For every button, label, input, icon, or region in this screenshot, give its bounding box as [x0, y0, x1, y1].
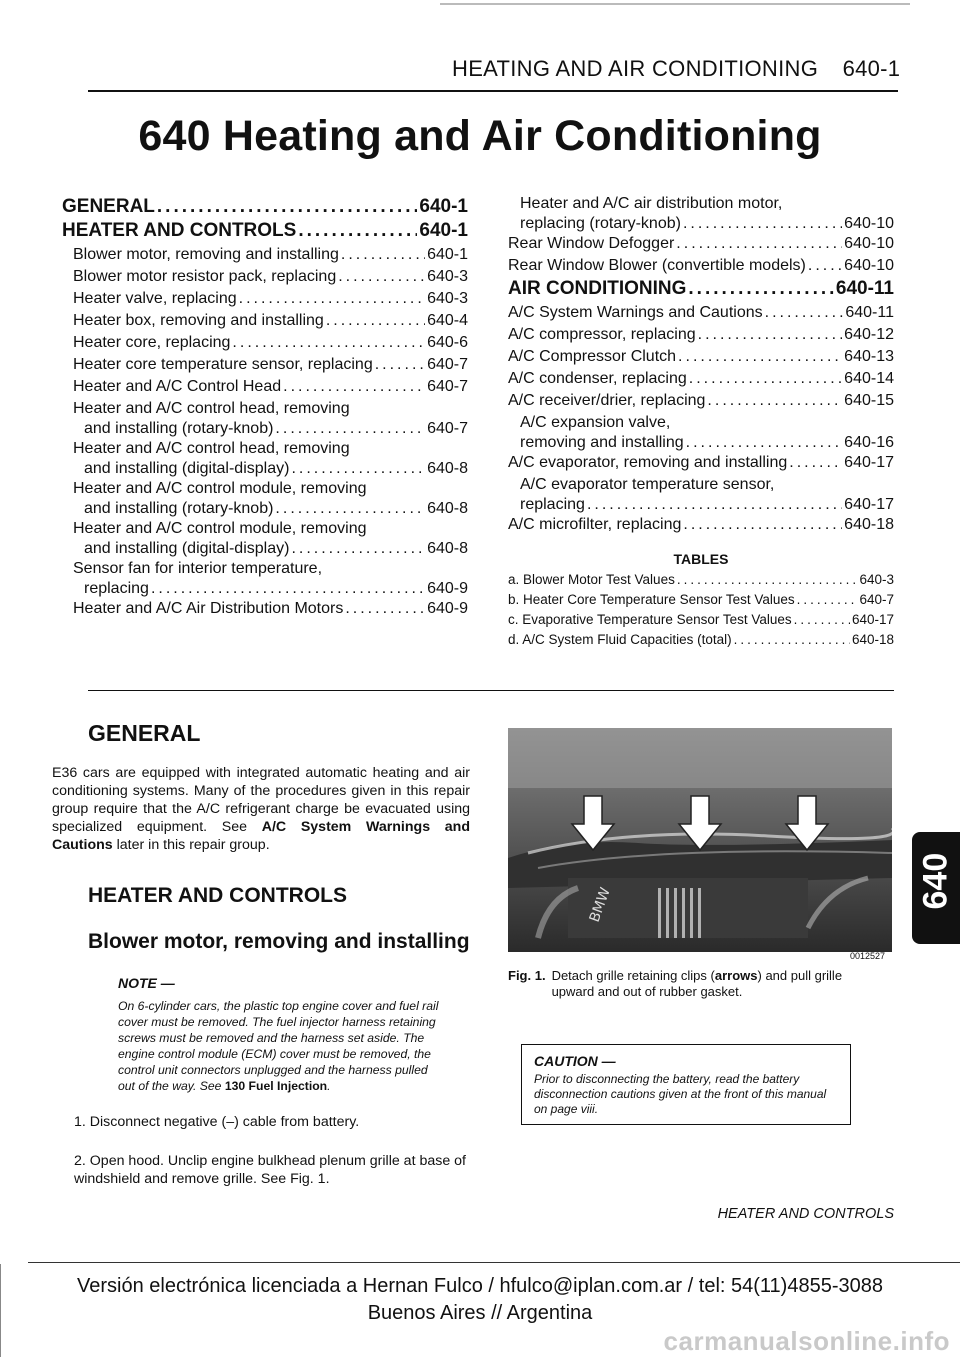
toc-leader-dots — [239, 289, 425, 309]
general-text-part: later in this repair group. — [112, 837, 270, 853]
figure-caption-text — [552, 968, 882, 1000]
toc-entry-label: replacing — [84, 580, 149, 597]
toc-leader-dots — [678, 347, 842, 367]
note-text-part: . — [327, 1079, 331, 1093]
caution-box — [521, 1044, 851, 1125]
toc-leader-dots — [676, 234, 842, 254]
note-text — [118, 998, 440, 1094]
toc-entry-label: Heater box, removing and installing — [73, 312, 324, 329]
footer-rule — [28, 1262, 960, 1263]
toc-entry[interactable] — [508, 194, 894, 214]
toc-leader-dots — [275, 499, 425, 519]
toc-entry-page: 640-17 — [844, 454, 894, 471]
toc-leader-dots — [688, 279, 833, 299]
toc-entry[interactable] — [62, 399, 468, 419]
toc-entry-label: d. A/C System Fluid Capacities (total) — [508, 632, 732, 647]
toc-leader-dots — [275, 419, 425, 439]
toc-entry-page: 640-8 — [427, 460, 468, 477]
toc-entry-label: replacing — [520, 496, 585, 513]
toc-leader-dots — [683, 214, 842, 234]
toc-right-entries — [508, 194, 894, 535]
toc-entry-page: 640-3 — [427, 268, 468, 285]
toc-entry-label: Blower motor, removing and installing — [73, 246, 339, 263]
figure-engine-bay-photo — [508, 728, 892, 952]
toc-entry[interactable] — [508, 391, 894, 411]
toc-entry-page: 640-7 — [427, 356, 468, 373]
toc-leader-dots — [686, 433, 843, 453]
toc-entry-label: and installing (rotary-knob) — [84, 500, 274, 517]
toc-entry[interactable] — [62, 221, 468, 241]
toc-entry-label: A/C evaporator temperature sensor, — [520, 476, 775, 493]
toc-leader-dots — [341, 245, 425, 265]
toc-entry-label: Heater and A/C control module, removing — [73, 520, 367, 537]
toc-leader-dots — [283, 377, 425, 397]
toc-entry-page: 640-7 — [859, 592, 894, 607]
toc-leader-dots — [765, 303, 844, 323]
toc-entry-label: Sensor fan for interior temperature, — [73, 560, 323, 577]
toc-leader-dots — [789, 453, 842, 473]
toc-entry-page: 640-14 — [844, 370, 894, 387]
toc-entry-label: Heater and A/C control head, removing — [73, 400, 350, 417]
toc-entry-page: 640-10 — [844, 257, 894, 274]
toc-entry-label: c. Evaporative Temperature Sensor Test Values — [508, 612, 792, 627]
watermark: carmanualsonline.info — [663, 1326, 950, 1356]
toc-entry[interactable] — [508, 369, 894, 389]
toc-leader-dots — [298, 221, 417, 241]
toc-leader-dots — [338, 267, 425, 287]
toc-entry[interactable] — [508, 453, 894, 473]
toc-entry[interactable] — [62, 197, 468, 217]
toc-leader-dots — [683, 515, 842, 535]
toc-entry[interactable] — [508, 571, 894, 589]
toc-entry[interactable] — [62, 459, 468, 479]
general-text-part: E36 cars are equipped with integrated automatic heating and air conditioning systems. Many of the procedures given in this repair group require that the A/C refrigerant charge be evacuated using specialized equipment. See — [52, 765, 470, 835]
toc-entry-page: 640-10 — [844, 235, 894, 252]
figure-id: 0012527 — [850, 951, 886, 961]
warnings-reference[interactable]: A/C System Warnings and Cautions — [52, 819, 470, 853]
toc-entry-label: GENERAL — [62, 196, 155, 217]
toc-entry[interactable] — [508, 631, 894, 649]
toc-entry-label: removing and installing — [520, 434, 684, 451]
toc-entry-label: A/C expansion valve, — [520, 414, 671, 431]
toc-entry-label: HEATER AND CONTROLS — [62, 220, 297, 241]
toc-entry[interactable] — [62, 519, 468, 539]
toc-entry[interactable] — [508, 591, 894, 609]
step-1: 1. Disconnect negative (–) cable from battery. — [74, 1114, 360, 1130]
toc-entry-label: Heater and A/C Control Head — [73, 378, 282, 395]
toc-entry[interactable] — [62, 599, 468, 619]
toc-leader-dots — [345, 599, 425, 619]
toc-entry[interactable] — [62, 245, 468, 265]
toc-entry[interactable] — [62, 479, 468, 499]
toc-entry[interactable] — [62, 579, 468, 599]
toc-entry-label: Rear Window Defogger — [508, 235, 675, 252]
toc-entry-label: Rear Window Blower (convertible models) — [508, 257, 806, 274]
tables-heading: TABLES — [673, 551, 729, 567]
toc-leader-dots — [375, 355, 425, 375]
toc-entry-page: 640-3 — [427, 290, 468, 307]
toc-leader-dots — [291, 539, 425, 559]
toc-entry[interactable] — [508, 234, 894, 254]
toc-entry[interactable] — [508, 515, 894, 535]
caution-text: Prior to disconnecting the battery, read the battery disconnection cautions given at the front of this manual on page viii. — [534, 1072, 827, 1116]
toc-entry-label: and installing (digital-display) — [84, 460, 290, 477]
caption-part: Detach grille retaining clips ( — [551, 968, 715, 983]
toc-leader-dots — [698, 325, 843, 345]
toc-entry-label: A/C receiver/drier, replacing — [508, 392, 706, 409]
general-paragraph — [52, 764, 470, 854]
toc-entry-page: 640-8 — [427, 500, 468, 517]
toc-entry[interactable] — [62, 539, 468, 559]
toc-entry-page: 640-17 — [844, 496, 894, 513]
toc-entry[interactable] — [62, 419, 468, 439]
toc-entry-label: A/C condenser, replacing — [508, 370, 687, 387]
license-line-2: Buenos Aires // Argentina — [367, 1302, 593, 1324]
toc-right-column — [508, 194, 894, 651]
toc-entry-label: Heater core temperature sensor, replacing — [73, 356, 373, 373]
toc-entry-page: 640-11 — [835, 278, 894, 299]
toc-entry-page: 640-7 — [427, 378, 468, 395]
general-heading: GENERAL — [88, 720, 201, 746]
toc-leader-dots — [808, 256, 842, 276]
toc-entry-label: b. Heater Core Temperature Sensor Test Values — [508, 592, 795, 607]
tab-marker-label: 640 — [916, 852, 955, 910]
toc-entry-page: 640-7 — [427, 420, 468, 437]
step-2: 2. Open hood. Unclip engine bulkhead plenum grille at base of windshield and remove grille. See Fig. 1. — [74, 1153, 466, 1187]
toc-entry-label: Heater valve, replacing — [73, 290, 237, 307]
toc-leader-dots — [232, 333, 425, 353]
toc-entry-page: 640-1 — [427, 246, 468, 263]
toc-entry-page: 640-9 — [427, 600, 468, 617]
toc-entry[interactable] — [508, 433, 894, 453]
toc-entry-page: 640-1 — [419, 220, 468, 241]
toc-entry[interactable] — [62, 377, 468, 397]
toc-leader-dots — [157, 197, 417, 217]
toc-entry[interactable] — [508, 611, 894, 629]
caption-bold: arrows — [714, 968, 758, 983]
note-text-part: On 6-cylinder cars, the plastic top engine cover and fuel rail cover must be removed. The fuel injector harness retaining screws must be removed and the harness set aside. The engine control module (ECM) cover must be removed, the control unit connectors unplugged and the harness pulled out of the way. See — [118, 999, 439, 1093]
toc-entry[interactable] — [508, 495, 894, 515]
toc-entry-label: Blower motor resistor pack, replacing — [73, 268, 337, 285]
toc-entry-page: 640-3 — [859, 572, 894, 587]
toc-entry-label: A/C evaporator, removing and installing — [508, 454, 788, 471]
top-edge-rule — [440, 3, 910, 5]
toc-leader-dots — [291, 459, 425, 479]
toc-entry-page: 640-9 — [427, 580, 468, 597]
toc-entry-label: A/C Compressor Clutch — [508, 348, 677, 365]
toc-entry[interactable] — [62, 559, 468, 579]
toc-leader-dots — [797, 591, 858, 609]
section-divider — [88, 690, 894, 691]
toc-entry-label: Heater and A/C air distribution motor, — [520, 195, 783, 212]
toc-entry-label: and installing (rotary-knob) — [84, 420, 274, 437]
page-number: 640-1 — [842, 56, 901, 81]
toc-entry-label: A/C compressor, replacing — [508, 326, 696, 343]
toc-entry-page: 640-6 — [427, 334, 468, 351]
toc-leader-dots — [794, 611, 850, 629]
toc-entry-label: A/C microfilter, replacing — [508, 516, 682, 533]
tables-list — [508, 571, 894, 649]
heater-controls-heading: HEATER AND CONTROLS — [88, 884, 347, 907]
section-footer: HEATER AND CONTROLS — [717, 1206, 894, 1222]
toc-entry-page: 640-15 — [844, 392, 894, 409]
toc-entry[interactable] — [62, 267, 468, 287]
toc-entry-page: 640-11 — [845, 304, 894, 321]
toc-entry-page: 640-16 — [844, 434, 894, 451]
engine-cover-badge: BMW — [586, 885, 614, 925]
toc-entry[interactable] — [508, 475, 894, 495]
header-rule — [88, 90, 898, 92]
note-label: NOTE — — [118, 975, 175, 991]
toc-entry[interactable] — [508, 256, 894, 276]
caption-part: ) and pull grille upward and out of rubber gasket. — [551, 968, 843, 999]
toc-entry-label: Heater core, replacing — [73, 334, 231, 351]
toc-entry[interactable] — [62, 333, 468, 353]
toc-leader-dots — [587, 495, 842, 515]
page-header — [452, 56, 900, 82]
toc-leader-dots — [677, 571, 858, 589]
engine-bay-illustration — [508, 728, 892, 952]
license-line-1: Versión electrónica licenciada a Hernan Fulco / hfulco@iplan.com.ar / tel: 54(11)4855-3088 — [77, 1275, 883, 1297]
toc-entry[interactable] — [508, 347, 894, 367]
toc-entry-page: 640-18 — [851, 632, 894, 647]
toc-leader-dots — [326, 311, 425, 331]
toc-entry[interactable] — [508, 325, 894, 345]
toc-entry-page: 640-18 — [844, 516, 894, 533]
chapter-tab-marker — [912, 832, 960, 944]
toc-leader-dots — [707, 391, 842, 411]
toc-entry-page: 640-8 — [427, 540, 468, 557]
figure-caption — [508, 968, 896, 1000]
toc-entry[interactable] — [508, 279, 894, 299]
toc-entry[interactable] — [62, 289, 468, 309]
blower-motor-heading: Blower motor, removing and installing — [88, 930, 470, 953]
toc-entry-label: and installing (digital-display) — [84, 540, 290, 557]
fuel-injection-reference[interactable]: 130 Fuel Injection — [224, 1079, 328, 1093]
toc-entry[interactable] — [62, 311, 468, 331]
toc-entry[interactable] — [62, 355, 468, 375]
toc-entry-label: a. Blower Motor Test Values — [508, 572, 675, 587]
toc-entry-label: Heater and A/C control module, removing — [73, 480, 367, 497]
toc-leader-dots — [151, 579, 425, 599]
toc-entry-page: 640-4 — [427, 312, 468, 329]
caution-label: CAUTION — — [534, 1053, 616, 1069]
toc-left-column — [62, 194, 468, 621]
toc-entry[interactable] — [508, 413, 894, 433]
toc-entry-label: AIR CONDITIONING — [508, 278, 687, 299]
toc-leader-dots — [734, 631, 850, 649]
toc-entry[interactable] — [62, 439, 468, 459]
toc-entry-page: 640-12 — [844, 326, 894, 343]
toc-leader-dots — [689, 369, 842, 389]
chapter-title: 640 Heating and Air Conditioning — [138, 112, 822, 160]
figure-label: Fig. 1. — [508, 968, 546, 983]
toc-entry[interactable] — [508, 303, 894, 323]
toc-entry[interactable] — [62, 499, 468, 519]
toc-entry[interactable] — [508, 214, 894, 234]
toc-entry-page: 640-1 — [419, 196, 468, 217]
toc-entry-page: 640-10 — [844, 215, 894, 232]
toc-entry-label: Heater and A/C Air Distribution Motors — [73, 600, 344, 617]
toc-entry-label: Heater and A/C control head, removing — [73, 440, 350, 457]
running-head: HEATING AND AIR CONDITIONING — [452, 56, 819, 81]
toc-entry-label: replacing (rotary-knob) — [520, 215, 681, 232]
toc-entry-label: A/C System Warnings and Cautions — [508, 304, 763, 321]
toc-entry-page: 640-13 — [844, 348, 894, 365]
toc-entry-page: 640-17 — [851, 612, 894, 627]
